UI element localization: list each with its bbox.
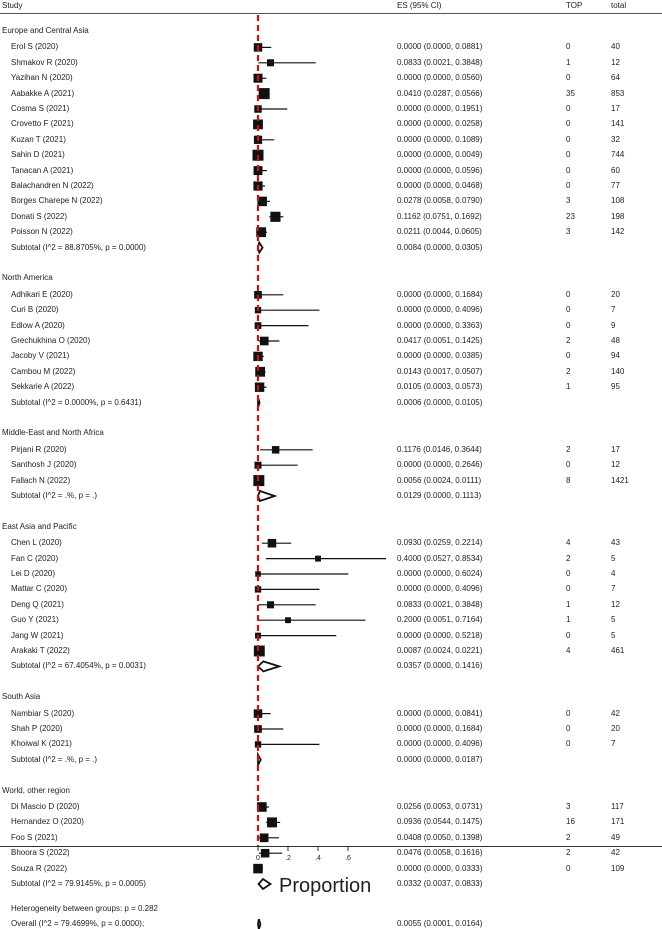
study-top: 0 [566,569,571,578]
study-total: 42 [611,708,620,718]
study-top: 0 [566,584,571,594]
study-top: 0 [566,305,571,315]
study-total: 744 [611,150,625,160]
study-total: 20 [611,289,620,299]
study-ci: 0.0408 (0.0050, 0.1398) [397,832,483,842]
study-ci: 0.1176 (0.0146, 0.3644) [397,444,482,454]
subtotal-label: Subtotal (I^2 = 88.8705%, p = 0.0000) [11,242,146,252]
study-top: 0 [566,739,571,749]
study-total: 48 [611,336,620,345]
study-total: 9 [611,320,616,330]
study-label: Shmakov R (2020) [11,57,78,67]
subtotal-label: Subtotal (I^2 = 67.4054%, p = 0.0031) [11,661,146,671]
study-label: Mattar C (2020) [11,584,68,594]
study-top: 0 [566,708,571,718]
study-top: 1 [566,599,571,609]
study-top: 1 [566,382,571,392]
group-title: Middle-East and North Africa [2,428,104,438]
study-label: Foo S (2021) [11,832,58,842]
study-top: 2 [566,366,571,376]
study-ci: 0.0000 (0.0000, 0.6024) [397,569,483,578]
study-label: Lei D (2020) [11,569,56,578]
effect-size-marker [268,539,277,548]
study-label: Crovetto F (2021) [11,119,74,129]
study-ci: 0.0000 (0.0000, 0.0468) [397,181,483,190]
study-top: 0 [566,630,571,640]
study-ci: 0.0833 (0.0021, 0.3848) [397,599,483,609]
study-total: 1421 [611,475,629,485]
study-ci: 0.0000 (0.0000, 0.1089) [397,134,483,144]
study-label: Poisson N (2022) [11,227,73,237]
study-top: 23 [566,211,575,221]
study-ci: 0.0000 (0.0000, 0.4096) [397,584,483,594]
study-label: Fallach N (2022) [11,475,71,485]
study-ci: 0.0000 (0.0000, 0.2646) [397,460,483,470]
study-top: 0 [566,863,571,873]
study-label: Jacoby V (2021) [11,351,70,361]
study-label: Pirjani R (2020) [11,444,67,454]
group-title: Europe and Central Asia [2,26,89,35]
study-label: Cambou M (2022) [11,366,76,376]
effect-size-marker [285,617,291,623]
study-ci: 0.0833 (0.0021, 0.3848) [397,57,483,67]
study-total: 7 [611,305,616,315]
study-ci: 0.0256 (0.0053, 0.0731) [397,802,483,811]
study-label: Fan C (2020) [11,553,59,563]
x-tick-label: .4 [315,855,321,862]
study-label: Donati S (2022) [11,211,68,221]
overall-label: Overall (I^2 = 79.4699%, p = 0.0000); [11,919,145,929]
study-top: 1 [566,615,571,625]
study-total: 5 [611,630,616,640]
study-total: 461 [611,646,625,655]
study-total: 4 [611,569,616,578]
subtotal-label: Subtotal (I^2 = 79.9145%, p = 0.0005) [11,879,146,888]
study-label: Edlow A (2020) [11,320,65,330]
effect-size-marker [267,601,274,608]
study-ci: 0.0000 (0.0000, 0.1684) [397,289,483,299]
effect-size-marker [255,367,265,377]
subtotal-ci: 0.0006 (0.0000, 0.0105) [397,397,483,407]
study-label: Curi B (2020) [11,305,59,315]
study-top: 0 [566,181,571,190]
study-ci: 0.0000 (0.0000, 0.5218) [397,630,483,640]
effect-size-marker [253,864,263,874]
study-total: 49 [611,832,620,842]
study-top: 0 [566,134,571,144]
study-total: 12 [611,460,620,470]
study-total: 142 [611,227,625,237]
study-total: 94 [611,351,620,361]
study-ci: 0.0936 (0.0544, 0.1475) [397,817,483,827]
study-top: 0 [566,165,571,175]
study-ci: 0.0211 (0.0044, 0.0605) [397,227,482,237]
study-label: Cosma S (2021) [11,104,70,113]
effect-size-marker [272,446,279,453]
effect-size-marker [259,88,270,99]
study-label: Arakaki T (2022) [11,646,70,655]
study-total: 95 [611,382,620,392]
study-ci: 0.0000 (0.0000, 0.0049) [397,150,483,160]
subtotal-label: Subtotal (I^2 = 0.0000%, p = 0.6431) [11,397,142,407]
study-label: Adhikari E (2020) [11,289,73,299]
x-tick-label: .2 [285,855,291,862]
study-top: 0 [566,73,571,83]
study-total: 40 [611,42,620,52]
effect-size-marker [267,59,274,66]
study-top: 0 [566,42,571,52]
study-total: 43 [611,538,620,548]
study-total: 42 [611,848,620,858]
study-label: Chen L (2020) [11,538,62,548]
subtotal-ci: 0.0129 (0.0000, 0.1113) [397,491,482,500]
study-label: Jang W (2021) [11,630,64,640]
study-total: 64 [611,73,620,83]
group-title: World, other region [2,785,70,795]
study-top: 0 [566,320,571,330]
study-ci: 0.0056 (0.0024, 0.0111) [397,475,482,485]
bottom-rule [0,846,662,847]
effect-size-marker [315,556,321,562]
subtotal-ci: 0.0332 (0.0037, 0.0833) [397,879,483,888]
study-label: Shah P (2020) [11,724,63,733]
study-top: 3 [566,802,571,811]
study-label: Di Mascio D (2020) [11,802,80,811]
study-top: 0 [566,460,571,470]
study-total: 32 [611,134,620,144]
x-tick-label: 0 [256,855,260,862]
column-header-es: ES (95% CI) [397,1,442,10]
x-tick-label: .6 [345,855,351,862]
study-total: 77 [611,181,620,190]
study-ci: 0.0143 (0.0017, 0.0507) [397,366,483,376]
effect-size-marker [260,337,269,346]
subtotal-ci: 0.0357 (0.0000, 0.1416) [397,661,483,671]
heterogeneity-text: Heterogeneity between groups: p = 0.282 [11,903,158,913]
study-top: 2 [566,553,571,563]
study-ci: 0.0000 (0.0000, 0.3363) [397,320,483,330]
effect-size-marker [254,646,265,657]
study-total: 140 [611,366,625,376]
study-top: 2 [566,832,571,842]
study-label: Santhosh J (2020) [11,460,77,470]
study-total: 12 [611,599,620,609]
study-total: 198 [611,211,625,221]
study-total: 141 [611,119,625,129]
study-top: 4 [566,646,571,655]
study-ci: 0.0000 (0.0000, 0.0841) [397,708,483,718]
study-total: 17 [611,104,620,113]
subtotal-diamond [258,491,275,501]
study-label: Kuzan T (2021) [11,134,66,144]
study-ci: 0.0000 (0.0000, 0.4096) [397,739,483,749]
study-ci: 0.0000 (0.0000, 0.1684) [397,724,483,733]
study-total: 5 [611,553,616,563]
study-label: Deng Q (2021) [11,599,64,609]
study-top: 35 [566,88,575,98]
study-ci: 0.0087 (0.0024, 0.0221) [397,646,483,655]
column-header-top: TOP [566,1,583,10]
study-total: 108 [611,196,625,206]
study-top: 2 [566,848,571,858]
study-ci: 0.2000 (0.0051, 0.7164) [397,615,483,625]
study-label: Sahin D (2021) [11,150,65,160]
subtotal-label: Subtotal (I^2 = .%, p = .) [11,491,98,500]
study-ci: 0.0417 (0.0051, 0.1425) [397,336,483,345]
study-top: 0 [566,351,571,361]
overall-ci: 0.0055 (0.0001, 0.0164) [397,919,483,929]
study-label: Sekkarie A (2022) [11,382,75,392]
effect-size-marker [270,212,280,222]
study-label: Yazihan N (2020) [11,73,73,83]
effect-size-marker [267,817,277,827]
study-total: 7 [611,584,616,594]
effect-size-marker [261,849,270,858]
study-total: 20 [611,724,620,733]
study-top: 0 [566,724,571,733]
study-label: Bhoora S (2022) [11,848,70,858]
overall-diamond [258,919,260,929]
study-top: 1 [566,57,571,67]
group-title: South Asia [2,692,41,702]
study-ci: 0.0000 (0.0000, 0.0596) [397,165,483,175]
study-ci: 0.1162 (0.0751, 0.1692) [397,211,482,221]
subtotal-diamond [259,879,271,889]
study-top: 4 [566,538,571,548]
column-header-total: total [611,1,627,10]
x-axis-label: Proportion [279,875,372,897]
study-ci: 0.0000 (0.0000, 0.4096) [397,305,483,315]
study-total: 171 [611,817,625,827]
subtotal-ci: 0.0084 (0.0000, 0.0305) [397,242,483,252]
study-top: 2 [566,444,571,454]
study-label: Aabakke A (2021) [11,88,75,98]
study-label: Guo Y (2021) [11,615,59,625]
study-ci: 0.0000 (0.0000, 0.0560) [397,73,483,83]
study-total: 60 [611,165,620,175]
study-label: Hernandez O (2020) [11,817,84,827]
study-total: 5 [611,615,616,625]
study-label: Nambiar S (2020) [11,708,75,718]
study-ci: 0.0105 (0.0003, 0.0573) [397,382,483,392]
study-ci: 0.4000 (0.0527, 0.8534) [397,553,483,563]
study-label: Borges Charepe N (2022) [11,196,103,206]
study-top: 0 [566,104,571,113]
study-total: 7 [611,739,616,749]
study-total: 109 [611,863,625,873]
subtotal-diamond [258,661,279,671]
group-title: East Asia and Pacific [2,521,77,531]
study-ci: 0.0000 (0.0000, 0.0385) [397,351,483,361]
study-top: 0 [566,150,571,160]
study-ci: 0.0000 (0.0000, 0.0258) [397,119,483,129]
study-top: 16 [566,817,575,827]
column-header-study: Study [2,1,23,10]
study-label: Tanacan A (2021) [11,165,74,175]
study-top: 2 [566,336,571,345]
study-total: 17 [611,444,620,454]
effect-size-marker [255,382,264,391]
study-total: 12 [611,57,620,67]
study-total: 853 [611,88,625,98]
subtotal-label: Subtotal (I^2 = .%, p = .) [11,754,98,764]
study-ci: 0.0000 (0.0000, 0.0881) [397,42,483,52]
study-top: 8 [566,475,571,485]
study-ci: 0.0410 (0.0287, 0.0566) [397,88,483,98]
study-label: Grechukhina O (2020) [11,336,91,345]
study-label: Balachandren N (2022) [11,181,94,190]
study-label: Erol S (2020) [11,42,59,52]
study-ci: 0.0930 (0.0259, 0.2214) [397,538,483,548]
study-ci: 0.0000 (0.0000, 0.0333) [397,863,483,873]
effect-size-marker [260,833,269,842]
study-top: 0 [566,289,571,299]
subtotal-ci: 0.0000 (0.0000, 0.0187) [397,754,483,764]
group-title: North America [2,273,53,283]
study-ci: 0.0000 (0.0000, 0.1951) [397,104,483,113]
study-ci: 0.0278 (0.0058, 0.0790) [397,196,483,206]
study-ci: 0.0476 (0.0058, 0.1616) [397,848,483,858]
study-total: 117 [611,802,624,811]
study-top: 0 [566,119,571,129]
study-label: Khoiwal K (2021) [11,739,72,749]
study-top: 3 [566,196,571,206]
study-label: Souza R (2022) [11,863,68,873]
study-top: 3 [566,227,571,237]
